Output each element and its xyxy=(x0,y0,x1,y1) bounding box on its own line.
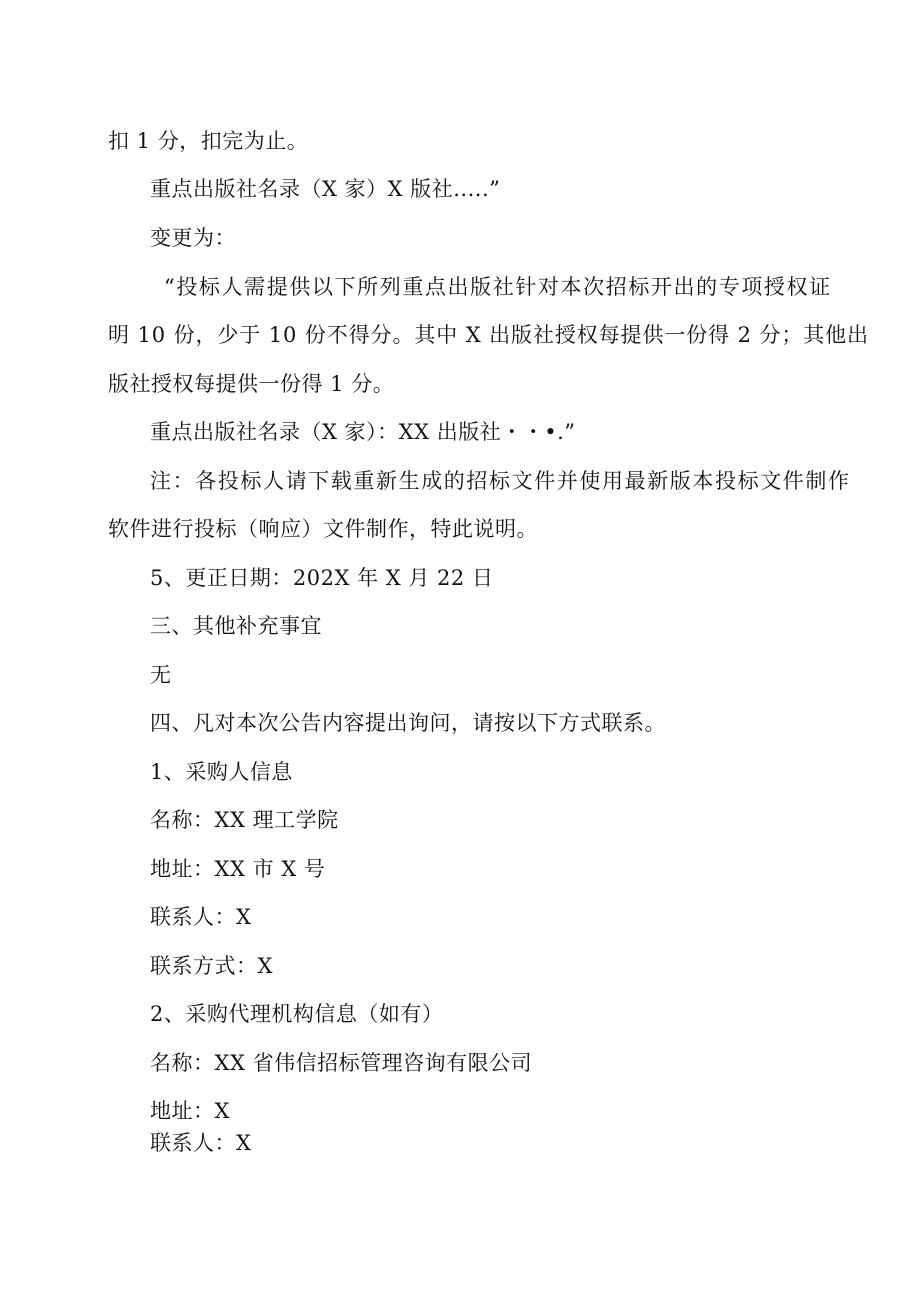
text-line: 联系人：X xyxy=(150,905,252,929)
text-line: 软件进行投标（响应）文件制作，特此说明。 xyxy=(108,517,538,541)
text-line: 联系方式：X xyxy=(150,954,273,978)
section-heading: 四、凡对本次公告内容提出询问，请按以下方式联系。 xyxy=(150,711,666,735)
text-line: 重点出版社名录（X 家）X 版社.....” xyxy=(150,177,501,201)
text-line: 联系人：X xyxy=(150,1131,252,1155)
text-line: 无 xyxy=(150,663,172,687)
text-line: 版社授权每提供一份得 1 分。 xyxy=(108,372,395,396)
section-heading: 三、其他补充事宜 xyxy=(150,614,322,638)
text-line: 注：各投标人请下载重新生成的招标文件并使用最新版本投标文件制作 xyxy=(150,469,851,493)
text-line: 变更为： xyxy=(150,226,236,250)
text-line: 地址：X xyxy=(150,1099,230,1123)
subsection-heading: 2、采购代理机构信息（如有） xyxy=(150,1002,444,1026)
text-line: 名称：XX 省伟信招标管理咨询有限公司 xyxy=(150,1051,533,1075)
text-line: 扣 1 分，扣完为止。 xyxy=(108,129,309,153)
text-line: 明 10 份，少于 10 份不得分。其中 X 出版社授权每提供一份得 2 分；其他出 xyxy=(108,323,869,347)
text-line: 5、更正日期：202X 年 X 月 22 日 xyxy=(150,566,494,590)
text-line: 名称：XX 理工学院 xyxy=(150,808,339,832)
text-line: “投标人需提供以下所列重点出版社针对本次招标开出的专项授权证 xyxy=(164,275,832,299)
text-line: 重点出版社名录（X 家）：XX 出版社・・•.” xyxy=(150,420,576,444)
subsection-heading: 1、采购人信息 xyxy=(150,760,293,784)
text-line: 地址：XX 市 X 号 xyxy=(150,857,326,881)
